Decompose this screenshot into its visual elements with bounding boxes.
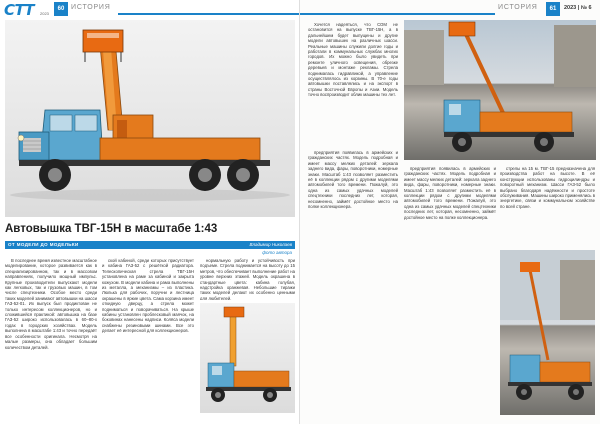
left-page-number: 60 [54, 2, 68, 16]
left-page-header [0, 0, 300, 20]
truck-side-illustration [200, 303, 295, 413]
cab-icon [18, 110, 103, 160]
right-page-number: 61 [546, 2, 560, 16]
issue-label: 2023 | № 6 [564, 5, 592, 11]
magazine-logo: СТТ [4, 1, 34, 19]
text-column-7 [500, 166, 595, 246]
street-photo-top [404, 20, 596, 160]
paragraph: предприятия появилась в армейских и гражданских частях. Модель подробная и имеет массу мелких деталей: зеркала заднего вида, фары, поворотники, номерные знаки. Масштаб 1:43 позволяет разместить её в коллекции рядом с другими моделями автомобилей того времени. Пожалуй, это одна из самых удачных моделей спецтехники последних лет, которая, несомненно, займёт достойное место на полке коллекционера. [404, 166, 496, 220]
street-photo-bottom [500, 250, 595, 415]
paragraph: стрелы на 15 м. ТВГ-15 предназначена для производства работ на высоте. В её конструкции использованы гидроцилиндры и поворотный механизм. Шасси ГАЗ-52 было выбрано благодаря надёжности и простоте обслуживания. Машины широко применялись в энергетике, связи и коммунальном хозяйстве по всей стране. [500, 166, 595, 209]
paragraph: предприятия появилась в армейских и гражданских частях. Модель подробная и имеет массу мелких деталей: зеркала заднего вида, фары, поворотники, номерные знаки. Масштаб 1:43 позволяет разместить её в коллекции рядом с другими моделями автомобилей того времени. Пожалуй, это одна из самых удачных моделей спецтехники последних лет, которая, несомненно, займёт достойное место на полке коллекционера. [308, 150, 398, 210]
model-photo-small [200, 303, 295, 413]
article-title: Автовышка ТВГ-15Н в масштабе 1:43 [5, 223, 218, 235]
paragraph: ской кабиной, среди которых присутствует и кабина ГАЗ-52 с решёткой радиатора. Телескопическая стрела ТВГ-15Н установлена на раме за кабиной и закрыта кожухом. В модели кабина и рама выполнены из металла, а механизмы – из пластика. Люлька для рабочих, поручни и лестница окрашены в яркие цвета. Сама корзина имеет откидную дверцу, а стрела может подниматься и поворачиваться. На крыше кабины установлен проблесковый маячок, на боковинах нанесены надписи. Колёса модели снабжены резиновыми шинами. Все это делает её интересной для коллекционеров. [102, 258, 194, 334]
street-truck-illustration [404, 20, 596, 160]
model-photo-main [5, 20, 295, 217]
logo-subtitle: 2023 [40, 11, 49, 16]
street-truck-illustration-2 [500, 250, 595, 415]
paragraph: Хочется надеяться, что СОМ не остановится на выпуске ТВГ-15Н, а в дальнейшем будет выпущены и другие модели автовышек на различных шасси. Реальные машины служили долгие годы и работали в коммунальных службах многих городов. Их можно было увидеть при ремонте уличного освещения, обрезке деревьев и монтаже рекламы. Стрела поднималась гидравликой, а управление осуществлялось из корзины. В 70-е годы автовышки поставлялись и на экспорт в страны Восточной Европы и Азии. Модель точно воспроизводит облик машины тех лет. [308, 22, 398, 98]
right-page [300, 0, 600, 424]
header-rule [300, 13, 495, 15]
text-column-4 [308, 22, 398, 147]
text-column-3 [200, 258, 295, 300]
text-column-5 [308, 150, 398, 420]
paragraph: нормальную работу и устойчивость при подъеме. Стрела поднимается на высоту до 15 метров, что обеспечивает выполнение работ на уровне верхних этажей. Модель окрашена в стандартные цвета: кабина голубая, надстройка оранжевая. Небольшие тиражи таких моделей делают их особенно ценными для любителей. [200, 258, 295, 300]
author-credit: фото автора [262, 250, 292, 255]
header-rule [118, 13, 300, 15]
section-title-left: ИСТОРИЯ [71, 4, 111, 11]
rubric-label: ОТ МОДЕЛИ ДО МОДЕЛЬКИ [8, 242, 79, 247]
section-title-right: ИСТОРИЯ [498, 4, 538, 11]
text-column-6 [404, 166, 496, 420]
truck-model-illustration [5, 20, 295, 217]
author-name: Владимир Николаев [249, 242, 292, 247]
text-column-2 [102, 258, 194, 420]
text-column-1 [5, 258, 97, 420]
paragraph: В последнее время известное масштабное моделирование, которое развивается как в специализированном, так и в массовом направлениях, получило мощный импульс. Крупные производители выпускают модели как легковых, так и грузовых машин, в том числе спецтехники. Особое место среди таких моделей занимают автовышки на шасси ГАЗ-52-01. Их выпуск был продиктован не только интересом коллекционеров, но и сложившейся практикой: автовышка на базе ГАЗ-52 широко использовалась в 60–80-х годах в городских хозяйствах. Модель выполнена в масштабе 1:43 и точно передаёт все особенности оригинала. Несмотря на малые размеры, она обладает большим количеством деталей. [5, 258, 97, 350]
